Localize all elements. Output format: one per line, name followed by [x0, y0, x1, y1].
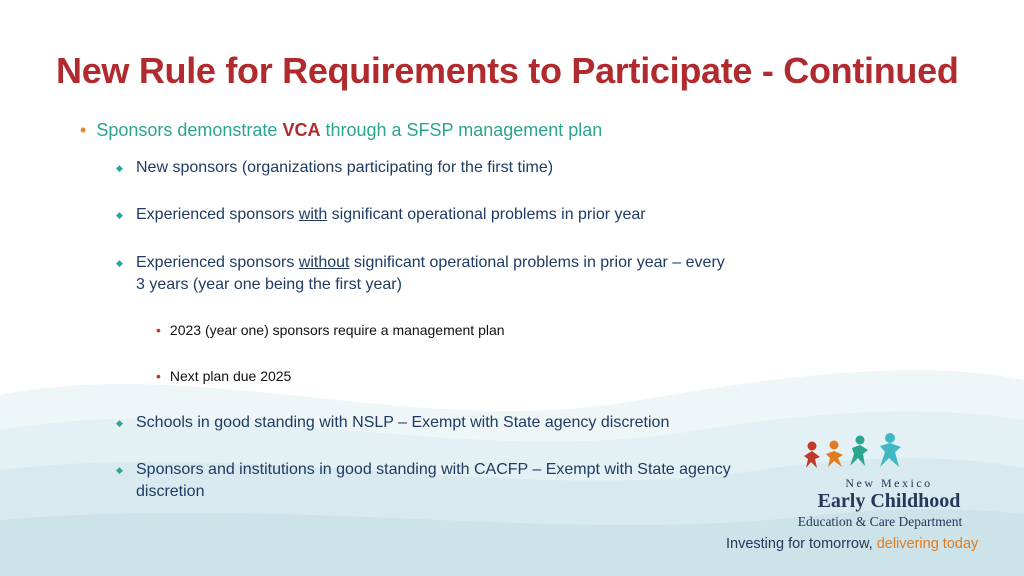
main-bullet-highlight: VCA [282, 120, 321, 140]
sub-bullet-pre: Experienced sponsors [136, 206, 295, 223]
logo-state-name: New Mexico [845, 476, 933, 490]
logo-department-text: Education & Care Department [797, 514, 963, 529]
sub-sub-bullet [156, 368, 291, 384]
bullet-dot-icon: • [80, 120, 87, 140]
main-bullet-prefix: Sponsors demonstrate [96, 120, 278, 140]
sub-bullet-text [136, 252, 736, 296]
sub-sub-bullet-text: Next plan due 2025 [169, 368, 292, 384]
bullet-dot-icon: • [156, 368, 161, 384]
sub-bullet-text [136, 204, 756, 226]
bullet-dot-icon: • [156, 322, 161, 338]
figures-logo-icon [800, 432, 920, 476]
slide-title: New Rule for Requirements to Participate - Continued [56, 50, 959, 91]
tagline-part-1: Investing for tomorrow, [726, 536, 873, 552]
main-bullet [80, 120, 602, 141]
sub-bullet-text: Sponsors and institutions in good standing with CACFP – Exempt with State agency discretion [136, 461, 731, 500]
main-bullet-suffix: through a SFSP management plan [325, 120, 603, 140]
sub-sub-bullet-text: 2023 (year one) sponsors require a management plan [169, 322, 505, 338]
diamond-bullet-icon: ◆ [116, 210, 123, 220]
diamond-bullet-icon: ◆ [116, 163, 123, 173]
sub-bullet-underlined: with [298, 206, 328, 223]
diamond-bullet-icon: ◆ [116, 258, 123, 268]
sub-bullet-pre: Experienced sponsors [136, 254, 295, 271]
sub-bullet-underlined: without [298, 254, 350, 271]
logo-tagline [726, 536, 978, 552]
diamond-bullet-icon: ◆ [116, 418, 123, 428]
sub-bullet-post: significant operational problems in prior year – every 3 years (year one being the first year) [136, 254, 725, 293]
diamond-bullet-icon: ◆ [116, 465, 123, 475]
logo-main-text: Early Childhood [817, 490, 961, 512]
sub-bullet-post: significant operational problems in prior year [331, 206, 646, 223]
sub-bullet-text: Schools in good standing with NSLP – Exempt with State agency discretion [136, 414, 670, 431]
sub-bullet-text: New sponsors (organizations participating for the first time) [136, 159, 554, 176]
sub-sub-bullet [156, 322, 505, 338]
tagline-part-2: delivering today [876, 536, 979, 552]
